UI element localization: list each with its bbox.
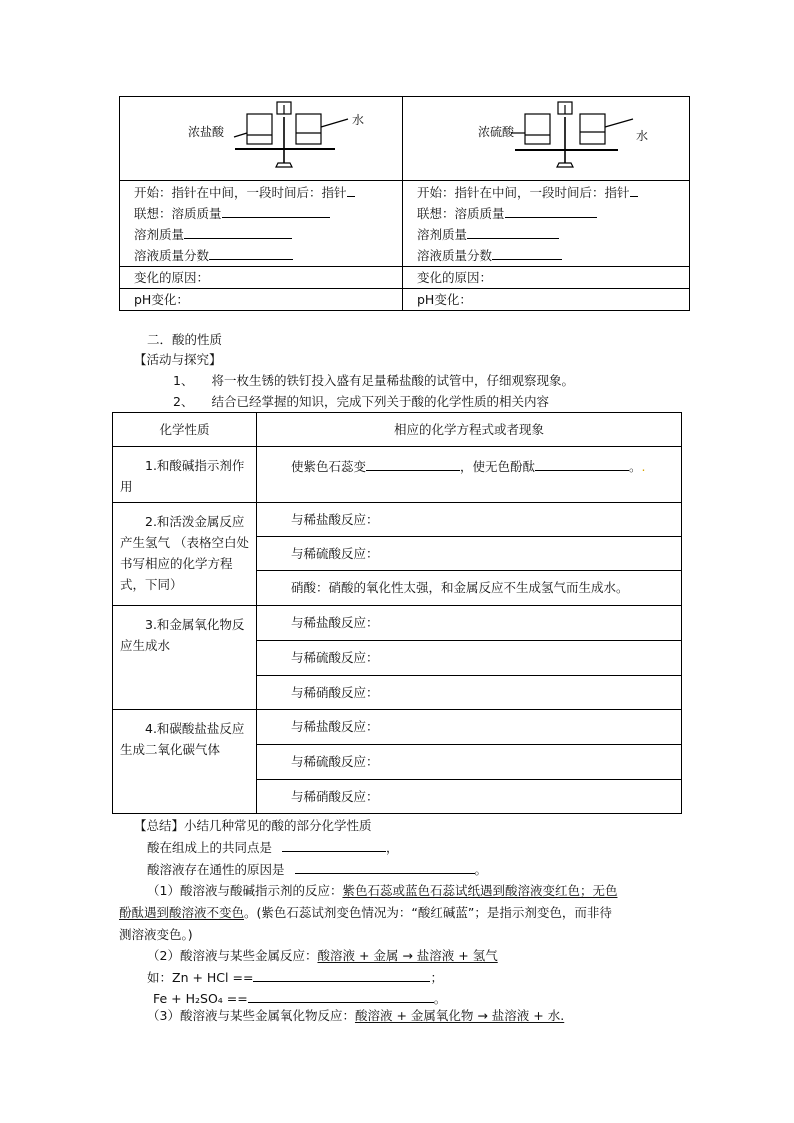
blank-reason[interactable]	[295, 859, 475, 874]
solvent-label-h2so4: 溶剂质量	[417, 227, 468, 242]
blank-fraction-hcl[interactable]	[209, 245, 293, 260]
assoc-label-hcl: 联想：溶质质量	[134, 206, 222, 221]
property-3: 3.和金属氧化物反应生成水	[120, 617, 245, 653]
blank-litmus[interactable]	[366, 456, 460, 471]
acid-properties-table	[112, 412, 682, 814]
reason-label-hcl: 变化的原因：	[134, 270, 210, 285]
property-2: 2.和活泼金属反应产生氢气 （表格空白处书写相应的化学方程式，下同）	[120, 514, 249, 592]
reason-label-h2so4: 变化的原因：	[417, 270, 493, 285]
blank-common-point[interactable]	[282, 837, 386, 852]
metal-hcl: 与稀盐酸反应：	[291, 512, 379, 527]
water-label-hcl: 水	[352, 113, 365, 127]
property-4: 4.和碳酸盐盐反应生成二氧化碳气体	[120, 721, 245, 757]
blank-fraction-h2so4[interactable]	[492, 245, 562, 260]
ph-label-hcl: pH变化：	[134, 292, 189, 307]
carbonate-h2so4: 与稀硫酸反应：	[291, 754, 379, 769]
blank-phenolphthalein[interactable]	[535, 456, 629, 471]
comparison-table	[119, 96, 690, 311]
blank-solute-h2so4[interactable]	[505, 203, 597, 218]
oxide-hno3: 与稀硝酸反应：	[291, 685, 379, 700]
acid-label-h2so4: 浓硫酸	[478, 125, 515, 139]
fraction-label-h2so4: 溶液质量分数	[417, 248, 493, 263]
blank-solvent-hcl[interactable]	[184, 224, 292, 239]
blank-zn-equation[interactable]	[253, 967, 430, 982]
fe-equation-line: Fe + H₂SO₄ == 。	[153, 988, 446, 1008]
summary-title: 【总结】小结几种常见的酸的部分化学性质	[134, 818, 372, 833]
solvent-label-hcl: 溶剂质量	[134, 227, 185, 242]
dot-mark: .	[641, 459, 646, 474]
section-title: 二．酸的性质	[147, 332, 223, 347]
oxide-summary-line: （3）酸溶液与某些金属氧化物反应：酸溶液 + 金属氧化物 → 盐溶液 + 水.	[147, 1008, 565, 1023]
figure-cell-hcl	[120, 97, 403, 181]
balance-diagram-hcl	[120, 97, 403, 181]
start-text-h2so4: 开始：指针在中间，一段时间后：指针	[417, 185, 630, 200]
blank-solvent-h2so4[interactable]	[467, 224, 559, 239]
activity-heading: 【活动与探究】	[134, 352, 222, 367]
header-reaction: 相应的化学方程式或者现象	[393, 422, 544, 437]
header-property: 化学性质	[159, 422, 210, 437]
figure-cell-h2so4	[403, 97, 690, 181]
blank-fe-equation[interactable]	[248, 988, 434, 1003]
metal-summary-line: （2）酸溶液与某些金属反应：酸溶液 + 金属 → 盐溶液 + 氢气	[147, 948, 498, 963]
indicator-summary-line2: 酚酞遇到酸溶液不变色。(紫色石蕊试剂变色情况为：“酸红碱蓝”；是指示剂变色，而非待	[119, 905, 612, 920]
blank-solute-hcl[interactable]	[222, 203, 330, 218]
activity-item-1: 1、 将一枚生锈的铁钉投入盛有足量稀盐酸的试管中，仔细观察现象。	[173, 373, 574, 388]
start-text-hcl: 开始：指针在中间，一段时间后：指针	[134, 185, 347, 200]
activity-item-2: 2、 结合已经掌握的知识，完成下列关于酸的化学性质的相关内容	[173, 394, 549, 409]
ph-label-h2so4: pH变化：	[417, 292, 472, 307]
observation-cell-h2so4	[403, 181, 690, 267]
indicator-summary-line1: （1）酸溶液与酸碱指示剂的反应：紫色石蕊或蓝色石蕊试纸遇到酸溶液变红色；无色	[147, 883, 618, 898]
metal-h2so4: 与稀硫酸反应：	[291, 546, 379, 561]
oxide-h2so4: 与稀硫酸反应：	[291, 650, 379, 665]
water-label-h2so4: 水	[636, 129, 649, 143]
carbonate-hno3: 与稀硝酸反应：	[291, 789, 379, 804]
acid-label-hcl: 浓盐酸	[188, 125, 225, 139]
reason-line: 酸溶液存在通性的原因是 。	[147, 859, 487, 879]
assoc-label-h2so4: 联想：溶质质量	[417, 206, 505, 221]
common-point-line: 酸在组成上的共同点是 ，	[147, 837, 399, 857]
indicator-row: 使紫色石蕊变 ，使无色酚酞 。.	[257, 447, 681, 477]
fraction-label-hcl: 溶液质量分数	[134, 248, 210, 263]
indicator-summary-line3: 测溶液变色。)	[119, 927, 193, 942]
observation-cell-hcl	[120, 181, 403, 267]
oxide-hcl: 与稀盐酸反应：	[291, 615, 379, 630]
carbonate-hcl: 与稀盐酸反应：	[291, 719, 379, 734]
zn-equation-line: 如：Zn + HCl == ；	[147, 967, 443, 987]
property-1: 1.和酸碱指示剂作用	[120, 458, 245, 494]
metal-hno3: 硝酸：硝酸的氧化性太强，和金属反应不生成氢气而生成水。	[291, 580, 629, 595]
